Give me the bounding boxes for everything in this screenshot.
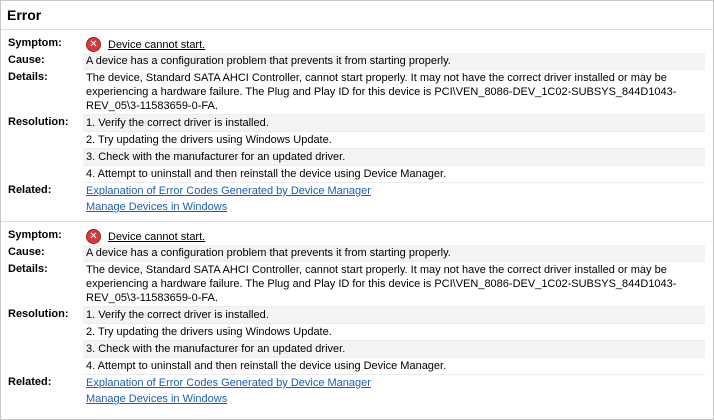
- cause-row: [1, 245, 713, 262]
- symptom-row: [1, 36, 713, 53]
- resolution-row: [1, 115, 713, 183]
- symptom-label: Symptom:: [8, 37, 62, 49]
- resolution-step: 2. Try updating the drivers using Windows Update.: [83, 324, 705, 341]
- resolution-label: Resolution:: [8, 116, 69, 128]
- related-row: [1, 183, 713, 215]
- resolution-label: Resolution:: [8, 308, 69, 320]
- related-row: [1, 375, 713, 407]
- resolution-step: 3. Check with the manufacturer for an updated driver.: [83, 341, 705, 358]
- cause-label: Cause:: [8, 54, 45, 66]
- details-label: Details:: [8, 71, 48, 83]
- error-codes-link[interactable]: Explanation of Error Codes Generated by Device Manager: [86, 377, 371, 389]
- details-row: [1, 262, 713, 307]
- error-entry: [1, 30, 713, 215]
- related-label: Related:: [8, 376, 52, 388]
- resolution-step: 1. Verify the correct driver is installed.: [83, 115, 705, 132]
- related-label: Related:: [8, 184, 52, 196]
- details-label: Details:: [8, 263, 48, 275]
- symptom-label: Symptom:: [8, 229, 62, 241]
- cause-label: Cause:: [8, 246, 45, 258]
- resolution-step: 4. Attempt to uninstall and then reinstall the device using Device Manager.: [83, 358, 705, 375]
- error-codes-link[interactable]: Explanation of Error Codes Generated by Device Manager: [86, 185, 371, 197]
- error-entry: [1, 221, 713, 407]
- panel-title: Error: [1, 1, 713, 30]
- details-text: The device, Standard SATA AHCI Controller, cannot start properly. It may not have the correct driver installed or may be experiencing a hardware failure. The Plug and Play ID for this device is PCI\VEN_8086-DEV_1C02-SUBSYS_844D1043-REV_05\3-11583659-0-FA.: [83, 262, 705, 307]
- error-x-icon: ✕: [86, 37, 101, 52]
- cause-text: A device has a configuration problem that prevents it from starting properly.: [83, 53, 705, 70]
- symptom-text: Device cannot start.: [108, 230, 206, 243]
- manage-devices-link[interactable]: Manage Devices in Windows: [86, 201, 228, 213]
- error-x-icon: ✕: [86, 229, 101, 244]
- resolution-step: 2. Try updating the drivers using Windows Update.: [83, 132, 705, 149]
- cause-row: [1, 53, 713, 70]
- symptom-row: [1, 228, 713, 245]
- resolution-step: 3. Check with the manufacturer for an updated driver.: [83, 149, 705, 166]
- cause-text: A device has a configuration problem that prevents it from starting properly.: [83, 245, 705, 262]
- details-text: The device, Standard SATA AHCI Controller, cannot start properly. It may not have the correct driver installed or may be experiencing a hardware failure. The Plug and Play ID for this device is PCI\VEN_8086-DEV_1C02-SUBSYS_844D1043-REV_05\3-11583659-0-FA.: [83, 70, 705, 115]
- manage-devices-link[interactable]: Manage Devices in Windows: [86, 393, 228, 405]
- resolution-step: 4. Attempt to uninstall and then reinstall the device using Device Manager.: [83, 166, 705, 183]
- resolution-step: 1. Verify the correct driver is installed.: [83, 307, 705, 324]
- symptom-text: Device cannot start.: [108, 38, 206, 51]
- resolution-row: [1, 307, 713, 375]
- details-row: [1, 70, 713, 115]
